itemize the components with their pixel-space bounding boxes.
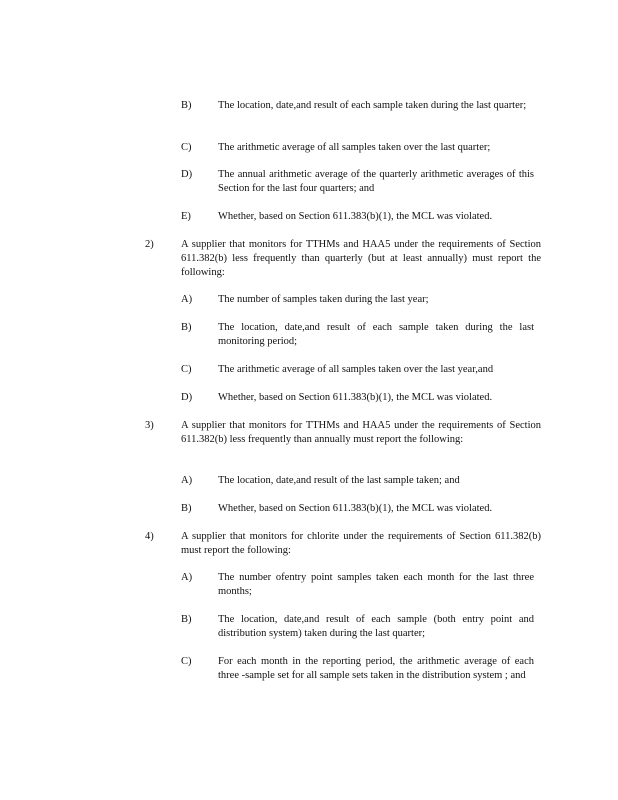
- item-letter: A): [181, 294, 193, 305]
- item-text: The annual arithmetic average of the quarterly arithmetic averages of this Section for the last four quarters; and: [218, 169, 534, 194]
- item-letter: D): [181, 169, 193, 180]
- item-text: The number of samples taken during the last year;: [218, 294, 429, 305]
- item-text: The location, date,and result of each sample taken during the last quarter;: [218, 100, 527, 111]
- item-text: The arithmetic average of all samples taken over the last quarter;: [218, 142, 491, 153]
- item-text: The location, date,and result of each sample (both entry point and distribution system) taken during the last quarter;: [218, 614, 534, 639]
- item-text: Whether, based on Section 611.383(b)(1), the MCL was violated.: [218, 211, 493, 222]
- item-letter: D): [181, 392, 193, 403]
- item-text: The number ofentry point samples taken each month for the last three months;: [218, 572, 534, 597]
- item-text: The arithmetic average of all samples taken over the last year,and: [218, 364, 494, 375]
- item-text: Whether, based on Section 611.383(b)(1), the MCL was violated.: [218, 503, 493, 514]
- item-letter: A): [181, 475, 193, 486]
- item-letter: B): [181, 614, 192, 625]
- item-letter: B): [181, 100, 192, 111]
- item-letter: C): [181, 656, 192, 667]
- section-number: 3): [145, 420, 154, 431]
- item-text: For each month in the reporting period, the arithmetic average of each three -sample set for all sample sets taken in the distribution system ; and: [218, 656, 534, 681]
- item-letter: A): [181, 572, 193, 583]
- item-letter: C): [181, 142, 192, 153]
- item-text: Whether, based on Section 611.383(b)(1), the MCL was violated.: [218, 392, 493, 403]
- item-text: The location, date,and result of each sample taken during the last monitoring period;: [218, 322, 534, 347]
- item-letter: E): [181, 211, 191, 222]
- section-number: 4): [145, 531, 154, 542]
- item-letter: C): [181, 364, 192, 375]
- item-text: The location, date,and result of the last sample taken; and: [218, 475, 460, 486]
- item-letter: B): [181, 503, 192, 514]
- section-lead-text: A supplier that monitors for chlorite under the requirements of Section 611.382(b) must report the following:: [181, 531, 541, 556]
- section-lead-text: A supplier that monitors for TTHMs and HAA5 under the requirements of Section 611.382(b) less frequently than quarterly (but at least annually) must report the following:: [181, 239, 541, 278]
- item-letter: B): [181, 322, 192, 333]
- section-number: 2): [145, 239, 154, 250]
- section-lead-text: A supplier that monitors for TTHMs and HAA5 under the requirements of Section 611.382(b) less frequently than annually must report the following:: [181, 420, 541, 445]
